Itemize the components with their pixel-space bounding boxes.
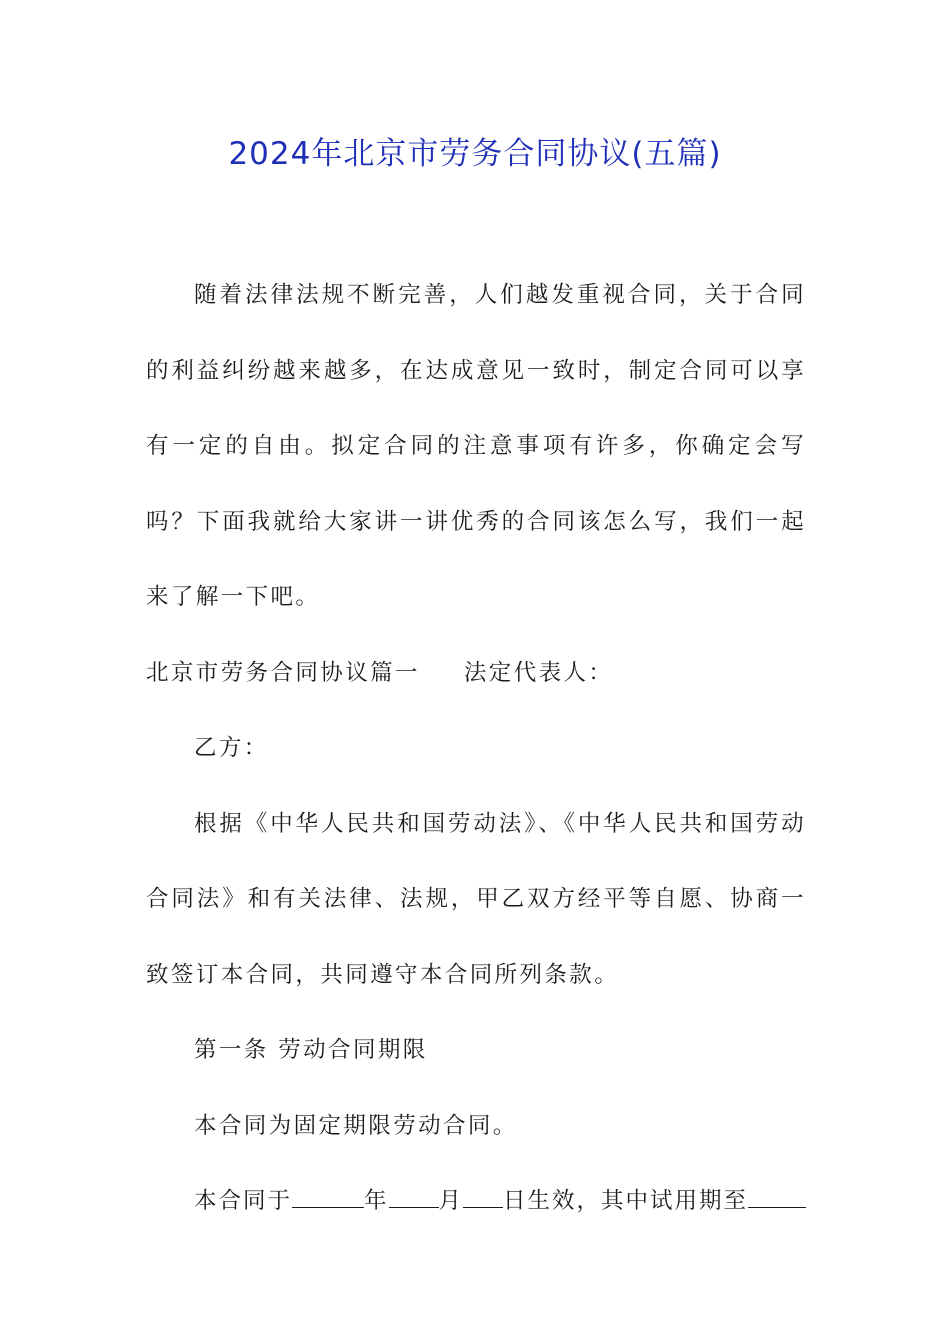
- effective-prefix: 本合同于: [194, 1188, 293, 1214]
- article-one-heading: 第一条 劳动合同期限: [194, 1037, 428, 1063]
- day-effective-label: 日生效，其中试用期至: [503, 1188, 749, 1214]
- year-label: 年: [364, 1188, 389, 1214]
- intro-paragraph: 随着法律法规不断完善，人们越发重视合同，关于合同的利益纠纷越来越多，在达成意见一致时，制定合同可以享有一定的自由。拟定合同的注意事项有许多，你确定会写吗？下面我就给大家讲一讲优秀的合同该怎么写，我们一起来了解一下吧。: [146, 282, 806, 610]
- legal-rep-label: 法定代表人：: [463, 659, 614, 686]
- contract-type-paragraph: 本合同为固定期限劳动合同。: [194, 1112, 518, 1139]
- section-heading: 北京市劳务合同协议篇一: [146, 659, 420, 686]
- party-b-label: 乙方：: [194, 735, 269, 761]
- document-body: [146, 258, 806, 1240]
- day-blank: [463, 1185, 503, 1208]
- basis-paragraph: 根据《中华人民共和国劳动法》、《中华人民共和国劳动合同法》和有关法律、法规，甲乙双方经平等自愿、协商一致签订本合同，共同遵守本合同所列条款。: [146, 810, 806, 988]
- month-blank: [389, 1185, 439, 1208]
- effective-date-line: [146, 1164, 806, 1240]
- section-heading-row: [146, 636, 806, 712]
- probation-end-blank: [748, 1185, 806, 1208]
- month-label: 月: [438, 1188, 464, 1214]
- document-title: 2024年北京市劳务合同协议(五篇): [228, 136, 722, 172]
- year-blank: [292, 1185, 364, 1208]
